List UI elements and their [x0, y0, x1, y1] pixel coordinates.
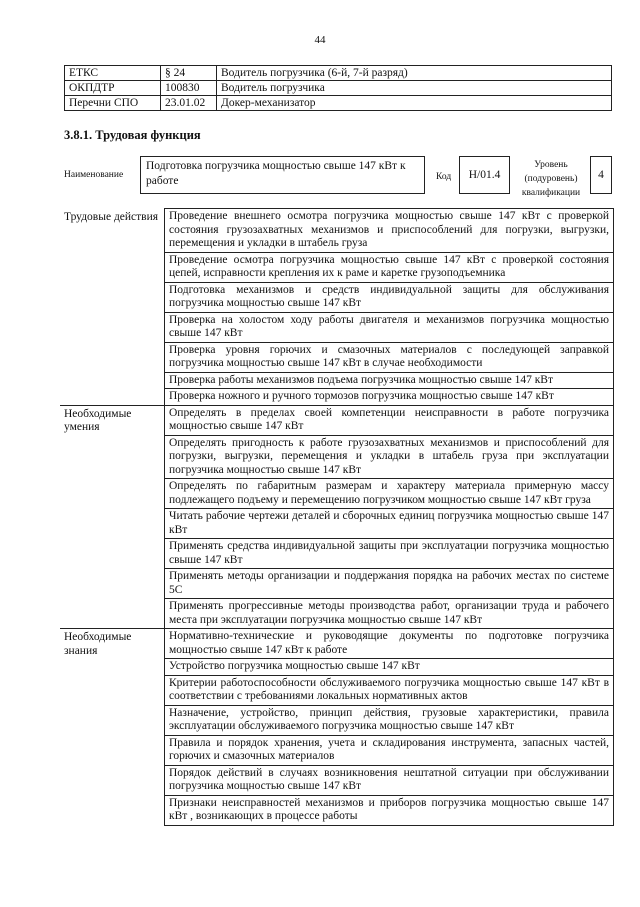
codes-table: [64, 65, 612, 111]
codes-row: [65, 66, 612, 81]
codes-code-cell: 100830: [161, 81, 217, 96]
codes-name-cell: Перечни СПО: [65, 96, 161, 111]
code-label: Код: [436, 172, 452, 182]
function-item: Проверка уровня горючих и смазочных материалов с последующей заправкой погрузчика мощностью свыше 147 кВт в случае необходимости: [165, 342, 614, 372]
codes-title-cell: Водитель погрузчика (6-й, 7-й разряд): [217, 66, 612, 81]
codes-code-cell: 23.01.02: [161, 96, 217, 111]
function-row: [60, 405, 614, 435]
function-name-box: Подготовка погрузчика мощностью свыше 147 кВт к работе: [140, 156, 425, 194]
function-item: Признаки неисправностей механизмов и приборов погрузчика мощностью свыше 147 кВт , возникающих в процессе работы: [165, 795, 614, 825]
codes-name-cell: ОКПДТР: [65, 81, 161, 96]
codes-row: [65, 81, 612, 96]
category-label: Необходимые знания: [60, 629, 165, 826]
function-item: Правила и порядок хранения, учета и складирования инструмента, запасных частей, горючих и смазочных материалов: [165, 735, 614, 765]
qualification-level-label: Уровень (подуровень) квалификации: [521, 160, 581, 198]
category-label: Необходимые умения: [60, 405, 165, 629]
function-item: Проверка работы механизмов подъема погрузчика мощностью свыше 147 кВт: [165, 372, 614, 389]
function-item: Определять в пределах своей компетенции неисправности в работе погрузчика мощностью свыше 147 кВт: [165, 405, 614, 435]
function-item: Применять методы организации и поддержания порядка на рабочих местах по системе 5С: [165, 569, 614, 599]
function-item: Применять прогрессивные методы производства работ, организации труда и рабочего места при эксплуатации погрузчика мощностью свыше 147 кВт: [165, 599, 614, 629]
function-item: Критерии работоспособности обслуживаемого погрузчика мощностью свыше 147 кВт в соответствии с требованиями локальных нормативных актов: [165, 675, 614, 705]
page-number: 44: [314, 34, 326, 46]
function-item: Определять по габаритным размерам и характеру материала примерную массу подлежащего подъему и перемещению погрузчиком мощностью свыше 147 кВт груза: [165, 479, 614, 509]
codes-title-cell: Докер-механизатор: [217, 96, 612, 111]
function-item: Нормативно-технические и руководящие документы по подготовке погрузчика мощностью свыше 147 кВт к работе: [165, 629, 614, 659]
name-label: Наименование: [64, 170, 124, 180]
function-code-box: Н/01.4: [459, 156, 510, 194]
function-item: Читать рабочие чертежи деталей и сборочных единиц погрузчика мощностью свыше 147 кВт: [165, 509, 614, 539]
codes-row: [65, 96, 612, 111]
function-item: Устройство погрузчика мощностью свыше 147 кВт: [165, 659, 614, 676]
category-label: Трудовые действия: [64, 210, 159, 223]
codes-name-cell: ЕТКС: [65, 66, 161, 81]
function-item: Проведение осмотра погрузчика мощностью свыше 147 кВт с проверкой состояния цепей, исправности крепления их к раме и каретке грузоподъемника: [165, 252, 614, 282]
function-item: Подготовка механизмов и средств индивидуальной защиты для обслуживания погрузчика мощностью свыше 147 кВт: [165, 282, 614, 312]
section-title: 3.8.1. Трудовая функция: [64, 128, 201, 142]
codes-code-cell: § 24: [161, 66, 217, 81]
function-item: Назначение, устройство, принцип действия, грузовые характеристики, правила эксплуатации обслуживаемого погрузчика мощностью свыше 147 кВт: [165, 705, 614, 735]
function-row: [60, 209, 614, 253]
codes-title-cell: Водитель погрузчика: [217, 81, 612, 96]
function-item: Применять средства индивидуальной защиты при эксплуатации погрузчика мощностью свыше 147 кВт: [165, 539, 614, 569]
function-row: [60, 629, 614, 659]
function-item: Проверка ножного и ручного тормозов погрузчика мощностью свыше 147 кВт: [165, 389, 614, 406]
function-item: Определять пригодность к работе грузозахватных механизмов и приспособлений для погрузки, выгрузки, перемещения и укладки в штабель груза при эксплуатации погрузчика мощностью свыше 147 кВт: [165, 435, 614, 479]
qualification-level-box: 4: [590, 156, 612, 194]
function-table: [60, 208, 614, 826]
function-item: Проверка на холостом ходу работы двигателя и механизмов погрузчика мощностью свыше 147 кВт: [165, 312, 614, 342]
function-item: Проведение внешнего осмотра погрузчика мощностью свыше 147 кВт с проверкой состояния грузозахватных механизмов и приспособлений для погрузки, выгрузки, перемещения и укладки в штабель груза: [165, 209, 614, 253]
function-item: Порядок действий в случаях возникновения нештатной ситуации при обслуживании погрузчика мощностью свыше 147 кВт: [165, 765, 614, 795]
